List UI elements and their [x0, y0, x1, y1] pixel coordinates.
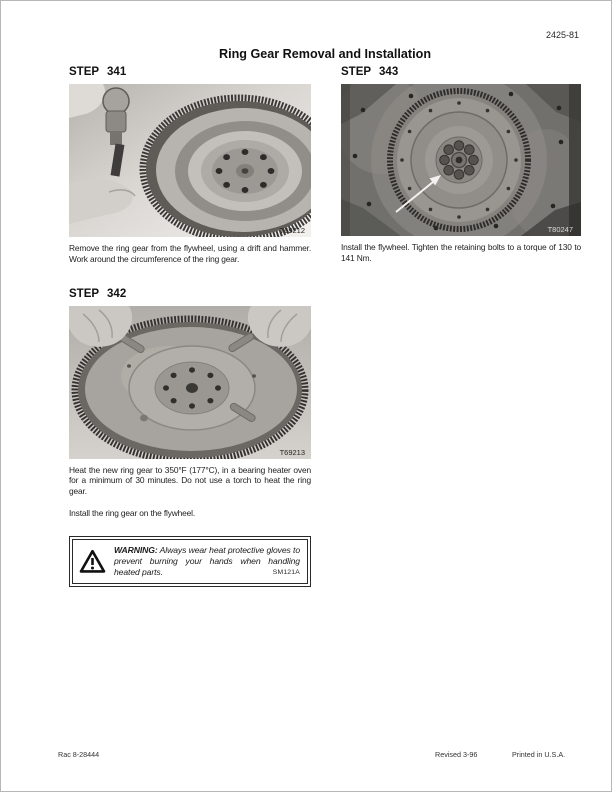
photo-caption-t69212: T69212 — [279, 226, 305, 235]
flywheel-installed-illustration — [341, 84, 581, 236]
step-341-heading: STEP 341 — [69, 66, 127, 78]
warning-triangle-icon — [79, 549, 106, 574]
step-343-text: Install the flywheel. Tighten the retaining bolts to a torque of 130 to 141 Nm. — [341, 242, 581, 263]
footer-printed: Printed in U.S.A. — [512, 750, 566, 759]
step-343-heading: STEP 343 — [341, 66, 399, 78]
photo-caption-t69213: T69213 — [279, 447, 305, 457]
page-number: 2425-81 — [545, 30, 579, 40]
page-title: Ring Gear Removal and Installation — [218, 47, 432, 61]
step-342-photo — [69, 306, 311, 459]
flywheel-drift-hammer-illustration — [69, 84, 311, 237]
step-343-photo — [341, 84, 581, 236]
left-column — [69, 65, 311, 587]
warning-message: Always wear heat protective gloves to prevent burning your hands when handling heated parts. — [114, 544, 301, 577]
step-342-heading: STEP 342 — [69, 287, 127, 300]
step-341-text: Remove the ring gear from the flywheel, using a drift and hammer. Work around the circumference of the ring gear. — [69, 243, 311, 264]
step-342-text-2: Install the ring gear on the flywheel. — [69, 507, 196, 518]
step-341-photo — [69, 84, 311, 237]
warning-label: WARNING: — [114, 544, 158, 555]
photo-caption-t80247: T80247 — [547, 225, 573, 234]
warning-box-inner — [72, 539, 308, 584]
warning-code: SM121A — [272, 568, 300, 576]
right-column — [341, 65, 581, 264]
warning-box — [69, 536, 311, 587]
warning-text — [114, 545, 300, 578]
footer-document-number: Rac 8-28444 — [58, 750, 100, 759]
step-342-text: Heat the new ring gear to 350°F (177°C), in a bearing heater oven for a minimum of 30 minutes. Do not use a torch to heat the ring gear. — [69, 464, 311, 497]
flywheel-held-by-hands-illustration — [69, 306, 311, 459]
footer-revision: Revised 3-96 — [435, 750, 478, 759]
